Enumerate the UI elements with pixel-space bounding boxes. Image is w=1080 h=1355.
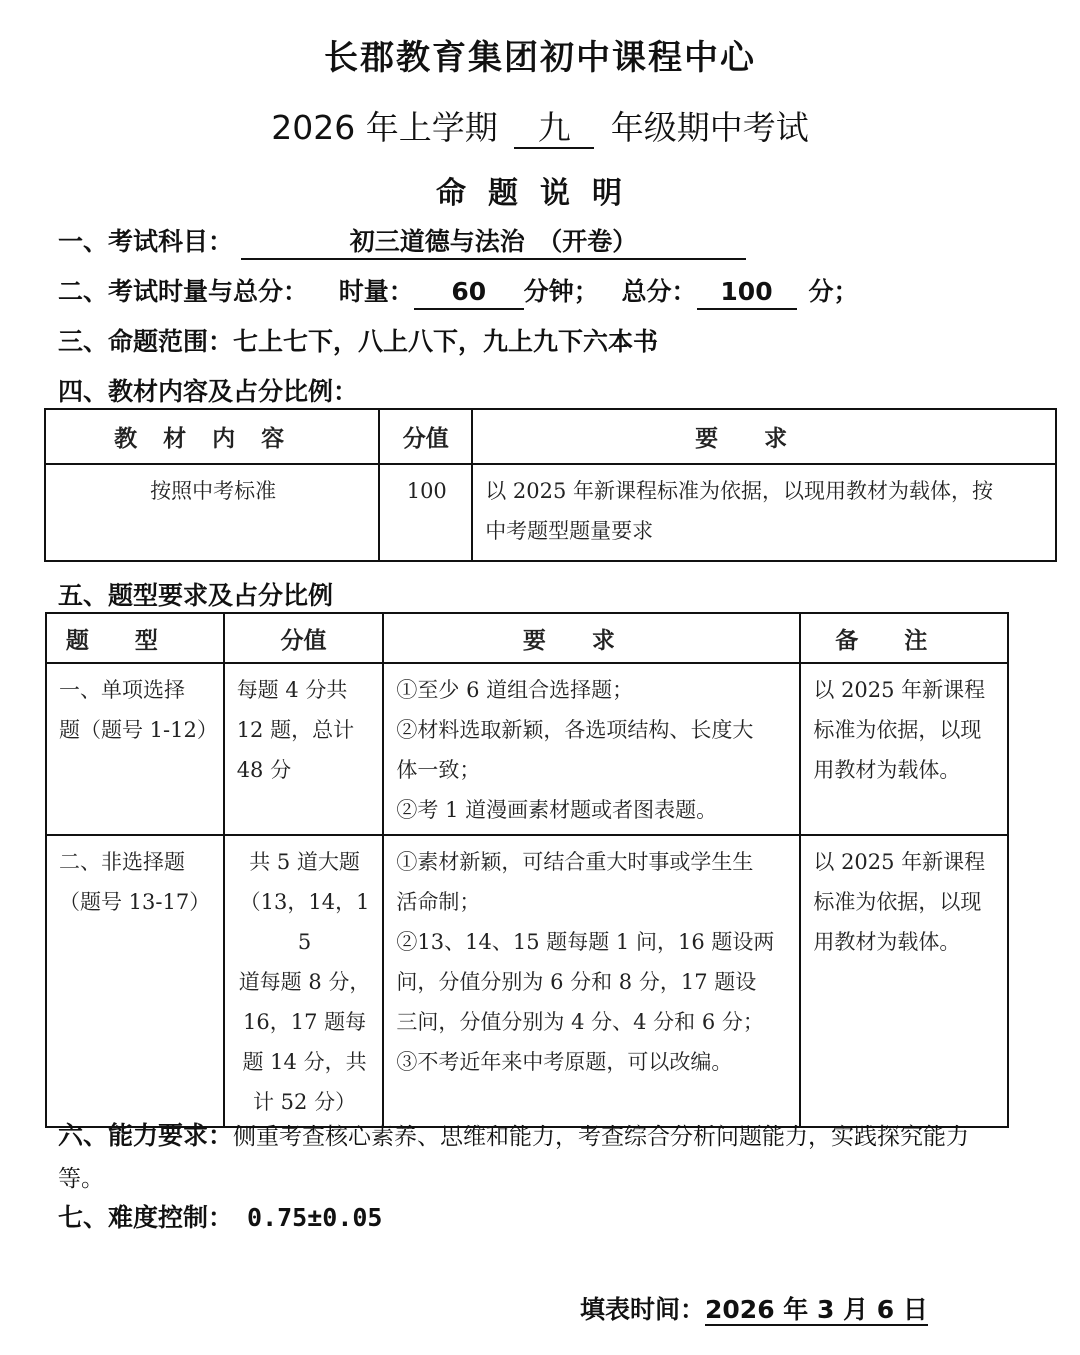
document-subtitle: 命题说明	[436, 176, 644, 211]
exam-title-prefix: 2026 年上学期	[271, 108, 498, 147]
question-score-cell: 共 5 道大题 （13，14，15 道每题 8 分， 16，17 题每 题 14 分，共 计 52 分）	[224, 835, 384, 1127]
section-difficulty-label: 七、难度控制：	[58, 1203, 234, 1232]
section-subject	[58, 222, 746, 260]
question-remark-cell: 以 2025 年新课程 标准为依据，以现 用教材为载体。	[800, 835, 1008, 1127]
time-value: 60	[414, 276, 524, 310]
table-row	[45, 464, 1056, 561]
organization-title: 长郡教育集团初中课程中心	[324, 38, 756, 78]
fill-date-value: 2026 年 3 月 6 日	[705, 1295, 928, 1324]
section-difficulty	[58, 1198, 382, 1234]
section-ability-text: 侧重考查核心素养、思维和能力，考查综合分析问题能力，实践探究能力	[233, 1124, 970, 1150]
section-ability-text-cont: 等。	[58, 1166, 104, 1192]
question-type-cell: 一、单项选择 题（题号 1-12）	[46, 663, 224, 835]
header-remark: 备注	[800, 613, 1008, 663]
question-requirement-cell: ①至少 6 道组合选择题； ②材料选取新颖，各选项结构、长度大 体一致； ②考 1 道漫画素材题或者图表题。	[383, 663, 800, 835]
textbook-requirement-cell: 以 2025 年新课程标准为依据，以现用教材为载体，按 中考题型题量要求	[472, 464, 1056, 561]
question-requirement-cell: ①素材新颖，可结合重大时事或学生生 活命制； ②13、14、15 题每题 1 问，16 题设两 问，分值分别为 6 分和 8 分，17 题设 三问，分值分别为 4 分、4 分和 6 分； ③不考近年来中考原题，可以改编。	[383, 835, 800, 1127]
score-label: 总分：	[621, 277, 697, 306]
section-ability-label: 六、能力要求：	[58, 1121, 234, 1150]
header-requirement: 要求	[383, 613, 800, 663]
section-question-types-label: 五、题型要求及占分比例	[58, 581, 334, 610]
section-scope: 三、命题范围：七上七下，八上八下，九上九下六本书	[58, 327, 659, 356]
header-requirement: 要求	[472, 409, 1056, 464]
textbook-score-cell: 100	[379, 464, 472, 561]
time-label: 时量：	[338, 277, 414, 306]
score-unit: 分；	[808, 277, 859, 306]
question-type-table-header	[46, 613, 1008, 663]
table-row	[46, 663, 1008, 835]
textbook-table	[44, 408, 1057, 562]
question-type-cell: 二、非选择题 （题号 13-17）	[46, 835, 224, 1127]
table-row	[46, 835, 1008, 1127]
time-unit: 分钟；	[523, 277, 599, 306]
question-type-table	[45, 612, 1009, 1128]
fill-date	[580, 1290, 928, 1326]
score-value: 100	[697, 276, 797, 310]
section-textbook-label: 四、教材内容及占分比例：	[58, 377, 359, 406]
header-score: 分值	[379, 409, 472, 464]
question-score-cell: 每题 4 分共 12 题，总计 48 分	[224, 663, 384, 835]
question-remark-cell: 以 2025 年新课程 标准为依据，以现 用教材为载体。	[800, 663, 1008, 835]
fill-date-label: 填表时间：	[580, 1295, 706, 1324]
section-time-score	[58, 272, 859, 310]
section-subject-label: 一、考试科目：	[58, 227, 234, 256]
section-ability	[58, 1116, 1018, 1152]
exam-title	[0, 102, 1080, 149]
section-time-score-label: 二、考试时量与总分：	[58, 277, 309, 306]
exam-title-suffix: 年级期中考试	[610, 108, 809, 147]
textbook-content-cell: 按照中考标准	[45, 464, 379, 561]
textbook-table-header	[45, 409, 1056, 464]
difficulty-value: 0.75±0.05	[247, 1203, 383, 1232]
exam-grade: 九	[514, 109, 594, 149]
header-score: 分值	[224, 613, 384, 663]
section-subject-value: 初三道德与法治 （开卷）	[241, 226, 746, 260]
header-textbook-content: 教材内容	[45, 409, 379, 464]
header-question-type: 题型	[46, 613, 224, 663]
